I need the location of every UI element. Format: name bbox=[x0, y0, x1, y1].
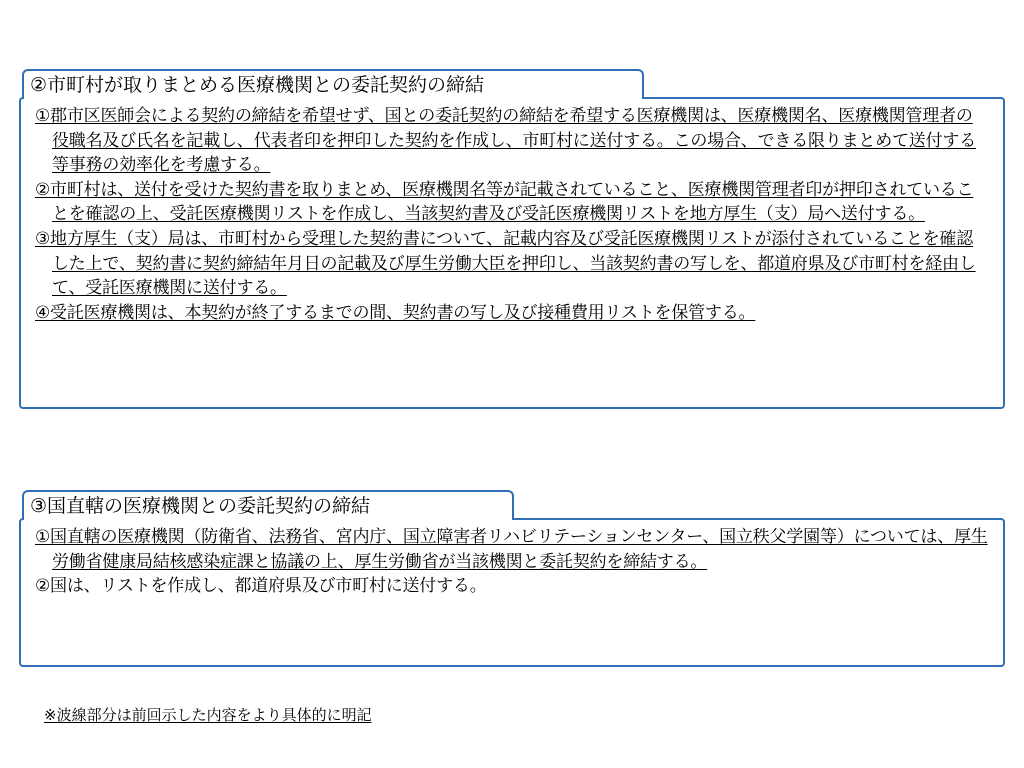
section-1-title bbox=[22, 69, 644, 99]
section-2-item-2: ②国は、リストを作成し、都道府県及び市町村に送付する。 bbox=[35, 576, 487, 597]
footnote: ※波線部分は前回示した内容をより具体的に明記 bbox=[44, 706, 372, 724]
section-1-item-3: ③地方厚生（支）局は、市町村から受理した契約書について、記載内容及び受託医療機関リストが添付されていることを確認した上で、契約書に契約締結年月日の記載及び厚生労働大臣を押印し、当該契約書の写しを、都道府県及び市町村を経由して、受託医療機関に送付する。 bbox=[35, 228, 976, 299]
section-2-box bbox=[19, 518, 1005, 667]
section-2-title bbox=[22, 490, 514, 520]
section-2-item-1: ①国直轄の医療機関（防衛省、法務省、宮内庁、国立障害者リハビリテーションセンター、国立秩父学園等）については、厚生労働省健康局結核感染症課と協議の上、厚生労働省が当該機関と委託契約を締結する。 bbox=[35, 527, 988, 572]
section-1-box bbox=[19, 97, 1005, 409]
section-2-title-text: ③国直轄の医療機関との委託契約の締結 bbox=[30, 495, 371, 517]
section-1-item-4: ④受託医療機関は、本契約が終了するまでの間、契約書の写し及び接種費用リストを保管する。 bbox=[35, 302, 756, 323]
section-1-item-1: ①郡市区医師会による契約の締結を希望せず、国との委託契約の締結を希望する医療機関は、医療機関名、医療機関管理者の役職名及び氏名を記載し、代表者印を押印した契約を作成し、市町村に送付する。この場合、できる限りまとめて送付する等事務の効率化を考慮する。 bbox=[35, 106, 976, 176]
section-1-title-text: ②市町村が取りまとめる医療機関との委託契約の締結 bbox=[30, 74, 485, 96]
section-1-item-2: ②市町村は、送付を受けた契約書を取りまとめ、医療機関名等が記載されていること、医療機関管理者印が押印されていることを確認の上、受託医療機関リストを作成し、当該契約書及び受託医療機関リストを地方厚生（支）局へ送付する。 bbox=[35, 179, 974, 225]
